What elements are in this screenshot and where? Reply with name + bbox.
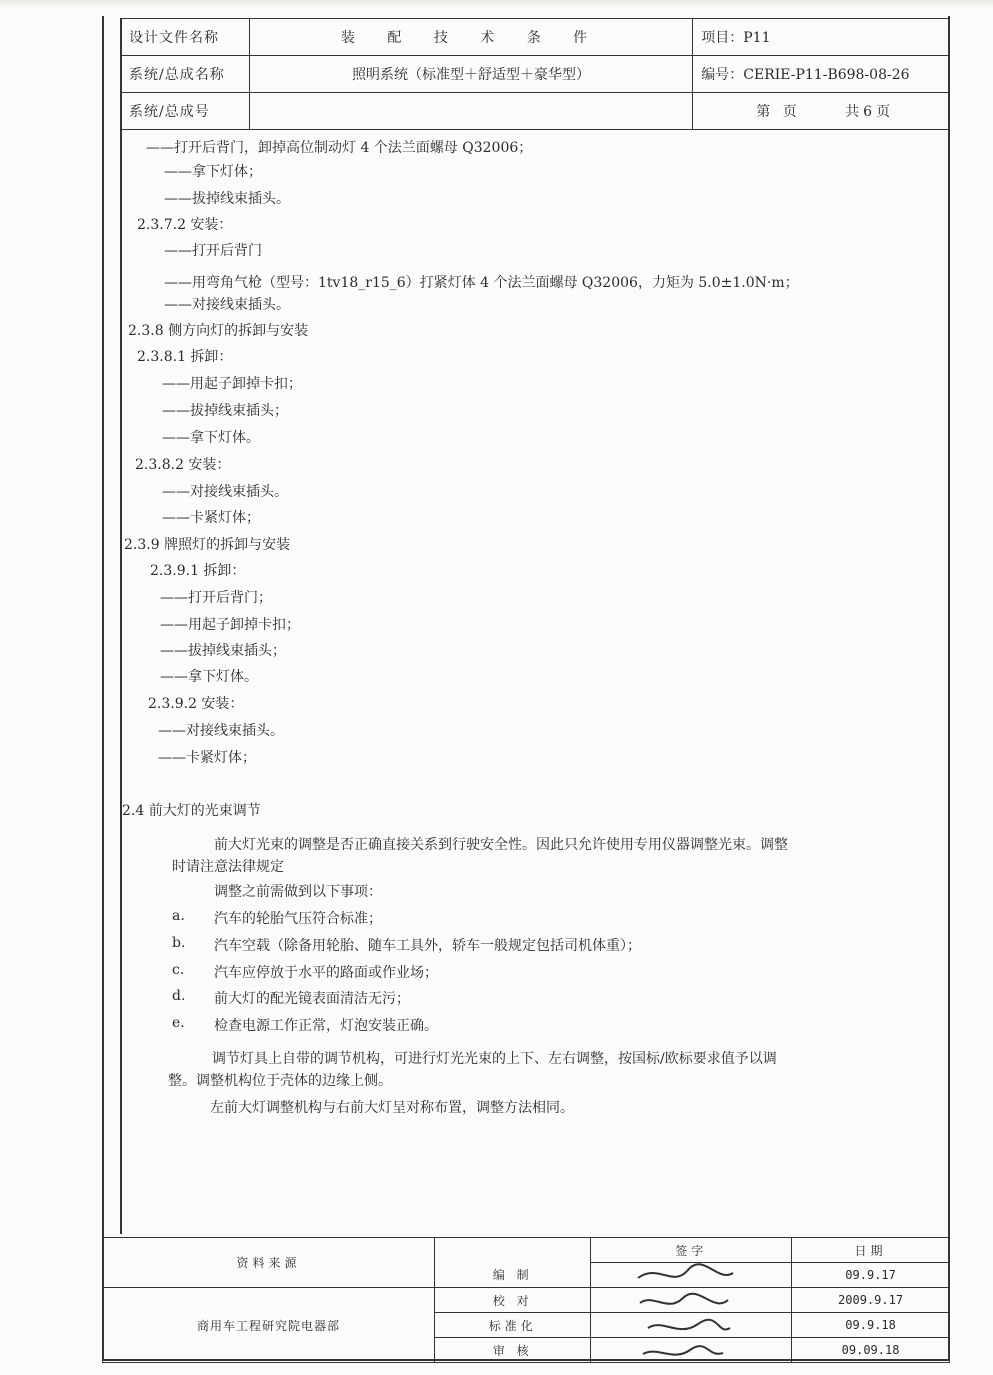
body-line: ——打开后背门，卸掉高位制动灯 4 个法兰面螺母 Q32006； [146,140,533,156]
list-item: 检查电源工作正常，灯泡安装正确。 [214,1018,438,1034]
body-line: ——拿下灯体。 [160,669,258,685]
page-info [693,93,950,130]
body-line: ——卡紧灯体； [158,750,256,766]
paragraph-line: 调节灯具上自带的调节机构，可进行灯光光束的上下、左右调整，按国标/欧标要求值予以调 [212,1051,777,1067]
body-line: ——对接线束插头。 [164,297,290,313]
page-total: 共6页 [845,104,895,120]
section-heading: 2.4 前大灯的光束调节 [122,803,261,819]
body-line: ——拿下灯体。 [162,430,260,446]
list-marker: b. [172,935,186,951]
paragraph-line: 时请注意法律规定 [172,859,284,875]
system-no-value [249,93,692,130]
body-line: ——拿下灯体； [164,164,262,180]
role: 校 对 [435,1288,591,1313]
body-line: ——拔掉线束插头。 [164,191,290,207]
paragraph-line: 前大灯光束的调整是否正确直接关系到行驶安全性。因此只允许使用专用仪器调整光束。调整 [214,837,788,853]
list-item: 汽车的轮胎气压符合标准； [214,911,382,927]
list-item: 汽车空载（除备用轮胎、随车工具外，轿车一般规定包括司机体重）； [214,938,641,954]
body-line: ——对接线束插头。 [162,484,288,500]
role: 编 制 [435,1263,591,1288]
list-marker: a. [172,908,185,924]
signature-label: 签字 [591,1238,792,1263]
date-value: 09.9.18 [792,1313,950,1338]
section-heading: 2.3.7.2 安装： [137,217,233,233]
date-value: 09.9.17 [792,1263,950,1288]
paragraph-line: 整。调整机构位于壳体的边缘上侧。 [168,1073,392,1089]
signature-table [102,1237,950,1363]
section-heading: 2.3.8.2 安装： [135,457,231,473]
role: 标准化 [435,1313,591,1338]
body-line: ——拔掉线束插头； [160,643,286,659]
system-no-label: 系统/总成号 [121,93,250,130]
body-line: ——拔掉线束插头； [162,403,288,419]
role: 审 核 [435,1338,591,1363]
system-label: 系统/总成名称 [121,56,250,93]
date-value: 2009.9.17 [792,1288,950,1313]
inner-left-rule [120,18,122,1234]
paragraph-line: 调整之前需做到以下事项： [214,884,382,900]
body-line: ——打开后背门； [160,590,272,606]
list-item: 前大灯的配光镜表面清洁无污； [214,991,410,1007]
handwritten-signature [628,1258,748,1368]
section-heading: 2.3.8 侧方向灯的拆卸与安装 [128,323,309,339]
date-label: 日期 [792,1238,950,1263]
department: 商用车工程研究院电器部 [103,1288,435,1363]
body-line: ——打开后背门 [164,243,262,259]
scan-top-edge [0,0,993,8]
doc-code: 编号：CERIE-P11-B698-08-26 [693,56,950,93]
header-table [120,18,950,130]
page-no: 第 页 [756,104,801,120]
section-heading: 2.3.9 牌照灯的拆卸与安装 [124,537,291,553]
project: 项目：P11 [693,19,950,56]
system-name: 照明系统（标准型＋舒适型＋豪华型） [249,56,692,93]
source-label: 资料来源 [103,1238,435,1288]
body-line: ——用起子卸掉卡扣； [162,376,302,392]
list-marker: c. [172,962,185,978]
design-doc-label: 设计文件名称 [121,19,250,56]
section-heading: 2.3.8.1 拆卸： [137,349,233,365]
section-heading: 2.3.9.2 安装： [148,696,244,712]
doc-title: 装 配 技 术 条 件 [249,19,692,56]
list-marker: d. [172,988,186,1004]
body-line: ——用起子卸掉卡扣； [160,617,300,633]
paragraph-line: 左前大灯调整机构与右前大灯呈对称布置，调整方法相同。 [210,1100,574,1116]
date-value: 09.09.18 [792,1338,950,1363]
section-heading: 2.3.9.1 拆卸： [150,563,246,579]
body-line: ——用弯角气枪（型号：1tv18_r15_6）打紧灯体 4 个法兰面螺母 Q32006，力矩为 5.0±1.0N·m； [164,275,799,291]
body-line: ——卡紧灯体； [162,510,260,526]
list-item: 汽车应停放于水平的路面或作业场； [214,965,438,981]
list-marker: e. [172,1015,185,1031]
body-line: ——对接线束插头。 [158,723,284,739]
